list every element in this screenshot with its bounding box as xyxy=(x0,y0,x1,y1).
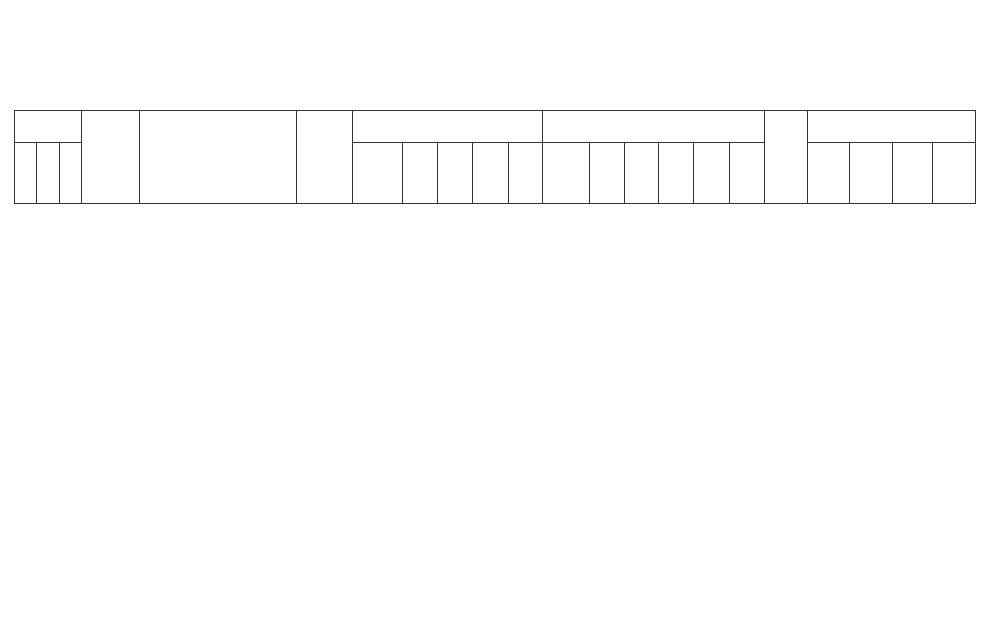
annuity-header xyxy=(625,143,658,204)
func-subject-header xyxy=(15,111,82,143)
class-header xyxy=(15,143,37,204)
allowance-header xyxy=(437,143,472,204)
other-welfare-group-header xyxy=(807,111,975,143)
social-group-header xyxy=(543,111,765,143)
civil-servant-medical-header xyxy=(694,143,729,204)
basic-salary-header xyxy=(403,143,437,204)
budget-table xyxy=(14,110,976,204)
medical-insurance-header xyxy=(658,143,693,204)
pension-header xyxy=(589,143,624,204)
total-header xyxy=(296,111,352,204)
housing-fund-header xyxy=(765,111,808,204)
unit-name-header xyxy=(139,111,296,204)
salary-group-header xyxy=(352,111,543,143)
section-header xyxy=(37,143,59,204)
other-welfare-header xyxy=(933,143,976,204)
bonus-header xyxy=(473,143,508,204)
item-header xyxy=(59,143,81,204)
salary-total-header xyxy=(352,143,403,204)
unit-code-header xyxy=(81,111,139,204)
other-social-header xyxy=(729,143,765,204)
performance-pay-header xyxy=(508,143,542,204)
meal-allowance-header xyxy=(850,143,893,204)
medical-fee-header xyxy=(892,143,933,204)
other-total-header xyxy=(807,143,850,204)
social-total-header xyxy=(543,143,590,204)
